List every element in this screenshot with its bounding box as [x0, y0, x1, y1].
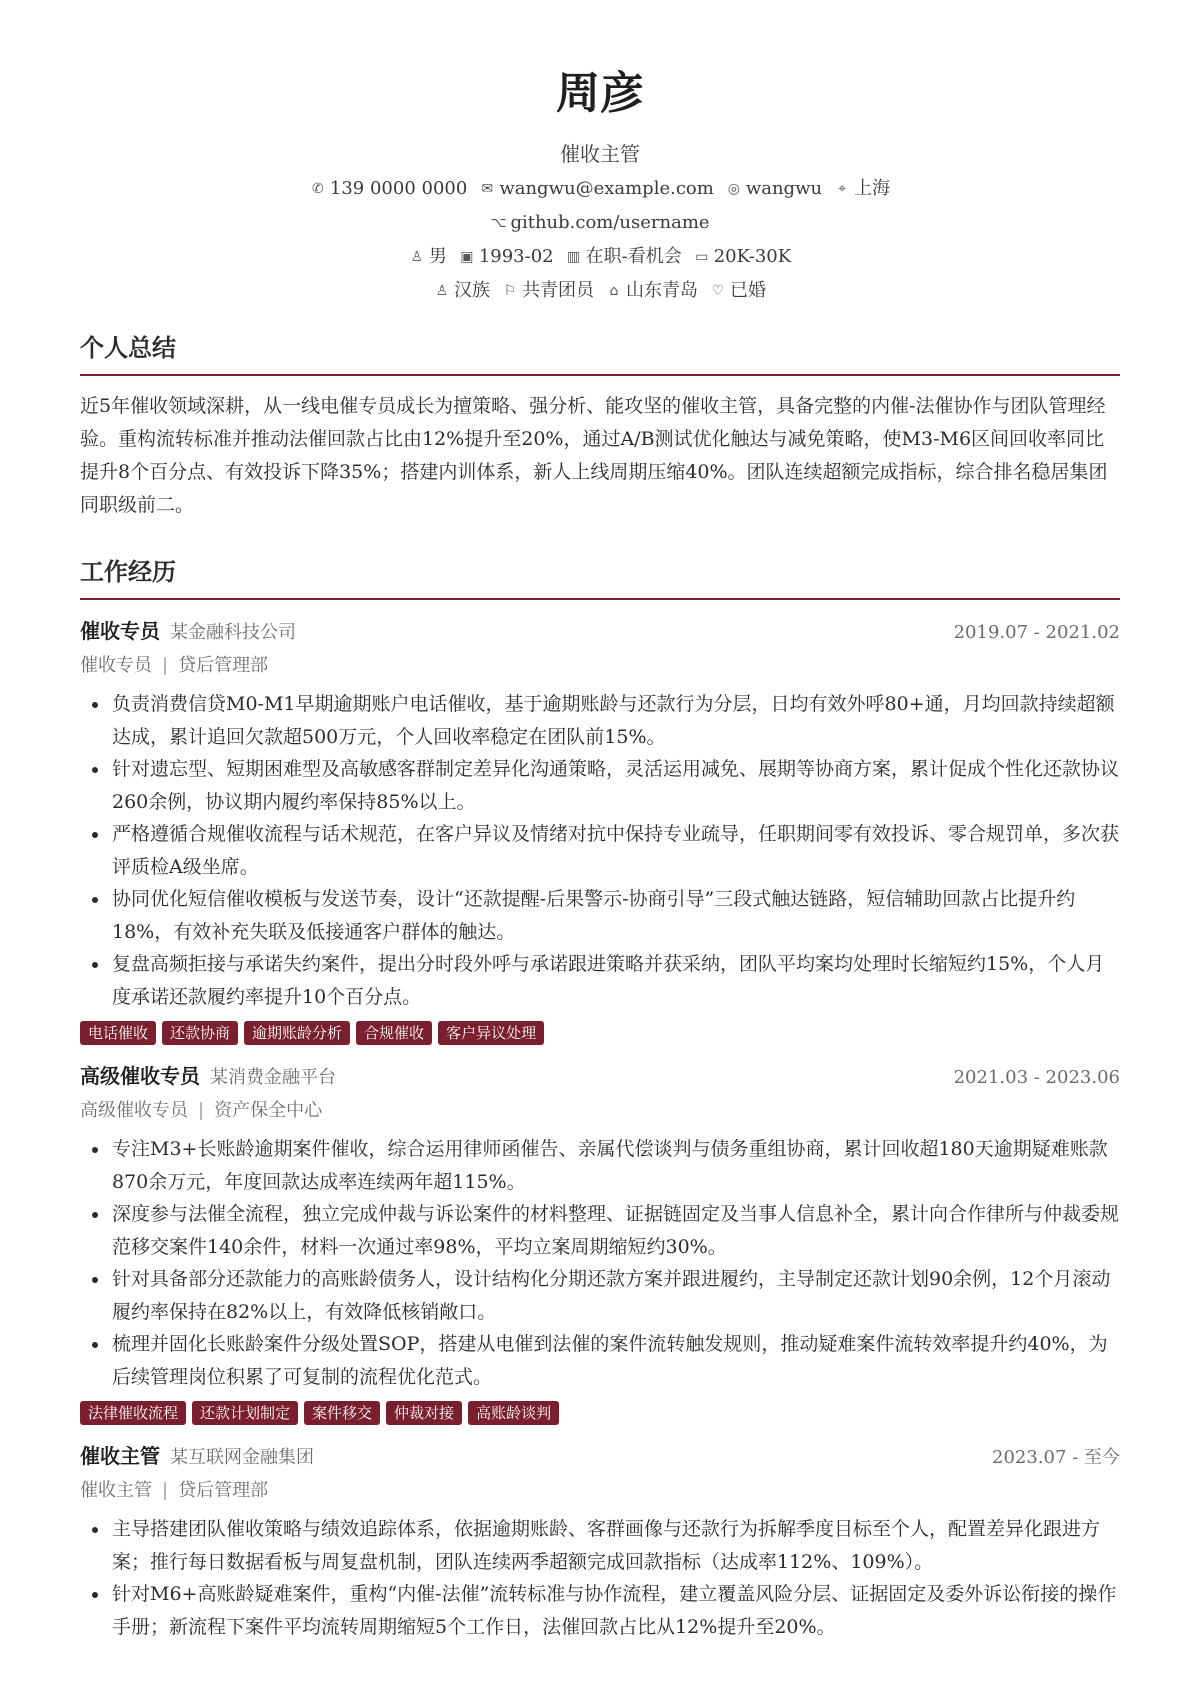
job-company: 某消费金融平台 [210, 1067, 336, 1088]
job-header [80, 616, 1120, 648]
ethnicity-item [434, 278, 490, 304]
job-header [80, 1441, 1120, 1473]
skill-tag: 仲裁对接 [386, 1401, 462, 1425]
job-position: 催收主管 [80, 1480, 152, 1501]
political-item [502, 278, 594, 304]
user-icon: ♙ [410, 249, 424, 265]
skill-tag: 电话催收 [80, 1021, 156, 1045]
job-bullet: • 针对遗忘型、短期困难型及高敏感客群制定差异化沟通策略，灵活运用减免、展期等协商方案，累计促成个性化还款协议260余例，协议期内履约率保持85%以上。 [110, 753, 1120, 818]
skill-tags [80, 1401, 1120, 1425]
mail-icon: ✉ [481, 181, 494, 197]
candidate-name: 周彦 [556, 68, 644, 119]
skill-tag: 逾期账龄分析 [244, 1021, 350, 1045]
birth-item [459, 244, 554, 270]
job-entry [80, 1441, 1120, 1643]
job-position: 高级催收专员 [80, 1100, 188, 1121]
phone-icon: ✆ [312, 181, 324, 197]
salary-icon: ▭ [695, 249, 709, 265]
job-bullets [80, 1513, 1120, 1643]
home-icon: ⌂ [609, 283, 619, 299]
basic-info-row [80, 244, 1120, 270]
summary-text: 近5年催收领域深耕，从一线电催专员成长为擅策略、强分析、能攻坚的催收主管，具备完整的内催-法催协作与团队管理经验。重构流转标准并推动法催回款占比由12%提升至20%，通过A/B测试优化触达与减免策略，使M3-M6区间回收率同比提升8个百分点、有效投诉下降35%；搭建内训体系，新人上线周期压缩40%。团队连续超额完成指标，综合排名稳居集团同职级前二。 [80, 395, 1108, 516]
job-company: 某互联网金融集团 [170, 1447, 314, 1468]
github-icon: ⌥ [490, 215, 507, 231]
marital-text: 已婚 [730, 280, 766, 301]
email-item[interactable] [479, 176, 714, 202]
job-subtitle [80, 650, 1120, 682]
job-department: 资产保全中心 [214, 1100, 323, 1121]
job-bullets [80, 1133, 1120, 1393]
birth-text: 1993-02 [478, 246, 554, 267]
phone-text: 139 0000 0000 [329, 178, 468, 199]
phone-item[interactable] [310, 176, 467, 202]
email-text: wangwu@example.com [499, 178, 714, 199]
skill-tag: 法律催收流程 [80, 1401, 186, 1425]
location-text: 上海 [854, 178, 891, 199]
marital-item [710, 278, 766, 304]
contact-row [80, 176, 1120, 202]
flag-icon: ⚐ [503, 283, 517, 299]
resume-page [80, 0, 1120, 1643]
skill-tags [80, 1021, 1120, 1045]
job-role: 高级催收专员 [80, 1064, 200, 1088]
people-icon: ♙ [435, 283, 449, 299]
job-bullet: • 复盘高频拒接与承诺失约案件，提出分时段外呼与承诺跟进策略并获采纳，团队平均案均处理时长缩短约15%，个人月度承诺还款履约率提升10个百分点。 [110, 948, 1120, 1013]
hometown-text: 山东青岛 [626, 280, 698, 301]
job-role: 催收专员 [80, 619, 160, 643]
salary-item [694, 244, 791, 270]
salary-text: 20K-30K [713, 246, 792, 267]
wechat-item[interactable] [726, 176, 822, 202]
job-bullet: • 针对M6+高账龄疑难案件，重构“内催-法催”流转标准与协作流程，建立覆盖风险分层、证据固定及委外诉讼衔接的操作手册；新流程下案件平均流转周期缩短5个工作日，法催回款占比从12%提升至20%。 [110, 1578, 1120, 1643]
briefcase-icon: ▥ [566, 249, 581, 265]
wechat-icon: ◎ [727, 181, 740, 197]
job-bullet: • 主导搭建团队催收策略与绩效追踪体系，依据逾期账龄、客群画像与还款行为拆解季度目标至个人，配置差异化跟进方案；推行每日数据看板与周复盘机制，团队连续两季超额完成回款指标（达成率112%、109%）。 [110, 1513, 1120, 1578]
job-bullet: • 负责消费信贷M0-M1早期逾期账户电话催收，基于逾期账龄与还款行为分层，日均有效外呼80+通，月均回款持续超额达成，累计追回欠款超500万元，个人回收率稳定在团队前15%。 [110, 688, 1120, 753]
political-text: 共青团员 [522, 280, 594, 301]
skill-tag: 合规催收 [356, 1021, 432, 1045]
wechat-text: wangwu [745, 178, 823, 199]
job-date: 2023.07 - 至今 [992, 1447, 1120, 1468]
ethnicity-text: 汉族 [454, 280, 490, 301]
skill-tag: 还款计划制定 [192, 1401, 298, 1425]
gender-item [409, 244, 447, 270]
job-bullet: • 专注M3+长账龄逾期案件催收，综合运用律师函催告、亲属代偿谈判与债务重组协商，累计回收超180天逾期疑难账款870余万元，年度回款达成率连续两年超115%。 [110, 1133, 1120, 1198]
job-subtitle [80, 1095, 1120, 1127]
divider: | [162, 1480, 169, 1501]
job-bullets [80, 688, 1120, 1013]
status-item [566, 244, 682, 270]
job-entry [80, 1061, 1120, 1425]
job-header [80, 1061, 1120, 1093]
job-role: 催收主管 [80, 1444, 160, 1468]
job-entry [80, 616, 1120, 1045]
job-position: 催收专员 [80, 655, 152, 676]
gender-text: 男 [428, 246, 447, 267]
calendar-icon: ▣ [460, 249, 474, 265]
divider: | [162, 655, 169, 676]
skill-tag: 案件移交 [304, 1401, 380, 1425]
location-item [834, 176, 890, 202]
job-date: 2021.03 - 2023.06 [953, 1067, 1120, 1088]
job-department: 贷后管理部 [178, 1480, 269, 1501]
job-bullet: • 严格遵循合规催收流程与话术规范，在客户异议及情绪对抗中保持专业疏导，任职期间零有效投诉、零合规罚单，多次获评质检A级坐席。 [110, 818, 1120, 883]
github-row [80, 210, 1120, 236]
job-bullet: • 针对具备部分还款能力的高账龄债务人，设计结构化分期还款方案并跟进履约，主导制定还款计划90余例，12个月滚动履约率保持在82%以上，有效降低核销敞口。 [110, 1263, 1120, 1328]
location-icon: ⌖ [838, 181, 847, 197]
github-text: github.com/username [510, 212, 710, 233]
job-department: 贷后管理部 [178, 655, 269, 676]
status-text: 在职-看机会 [585, 246, 682, 267]
job-company: 某金融科技公司 [170, 622, 296, 643]
hometown-item [606, 278, 698, 304]
skill-tag: 还款协商 [162, 1021, 238, 1045]
skill-tag: 客户异议处理 [438, 1021, 544, 1045]
divider: | [198, 1100, 205, 1121]
job-date: 2019.07 - 2021.02 [953, 622, 1120, 643]
skill-tag: 高账龄谈判 [468, 1401, 559, 1425]
github-item[interactable] [490, 210, 709, 236]
job-bullet: • 协同优化短信催收模板与发送节奏，设计“还款提醒-后果警示-协商引导”三段式触达链路，短信辅助回款占比提升约18%，有效补充失联及低接通客户群体的触达。 [110, 883, 1120, 948]
job-title: 催收主管 [560, 142, 640, 166]
job-bullet: • 梳理并固化长账龄案件分级处置SOP，搭建从电催到法催的案件流转触发规则，推动疑难案件流转效率提升约40%，为后续管理岗位积累了可复制的流程优化范式。 [110, 1328, 1120, 1393]
job-subtitle [80, 1475, 1120, 1507]
summary-heading: 个人总结 [80, 332, 1120, 376]
personal-info-row [80, 278, 1120, 304]
experience-heading: 工作经历 [80, 556, 1120, 600]
job-bullet: • 深度参与法催全流程，独立完成仲裁与诉讼案件的材料整理、证据链固定及当事人信息补全，累计向合作律所与仲裁委规范移交案件140余件，材料一次通过率98%，平均立案周期缩短约30%。 [110, 1198, 1120, 1263]
heart-icon: ♡ [711, 283, 725, 299]
